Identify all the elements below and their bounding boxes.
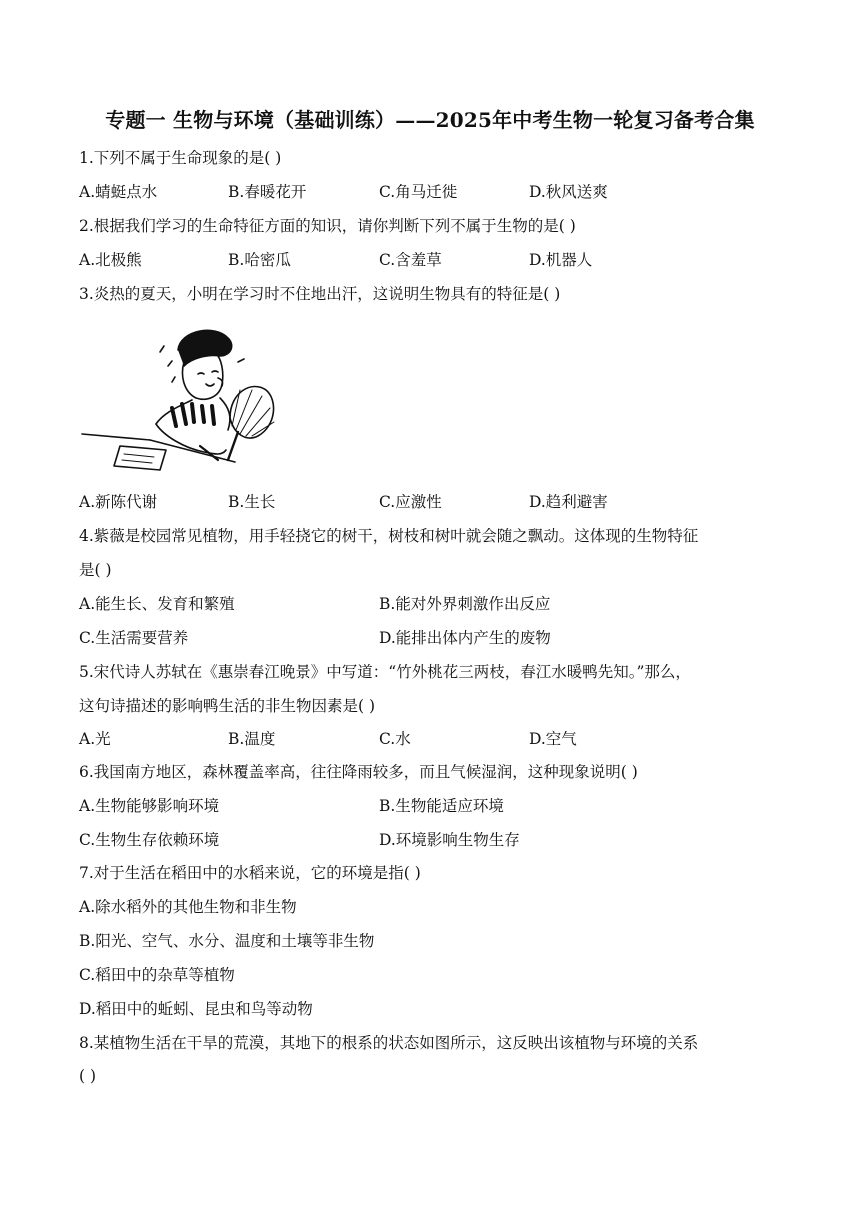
question-5-stem-line1: 5.宋代诗人苏轼在《惠崇春江晚景》中写道：“竹外桃花三两枝，春江水暖鸭先知。”那么， (79, 663, 691, 681)
q4-option-c: C.生活需要营养 (79, 629, 189, 647)
q4-option-a: A.能生长、发育和繁殖 (79, 595, 235, 613)
q6-option-b: B.生物能适应环境 (379, 797, 504, 815)
q1-option-d: D.秋风送爽 (529, 183, 608, 201)
q5-option-b: B.温度 (228, 730, 276, 748)
q4-option-d: D.能排出体内产生的废物 (379, 629, 551, 647)
q2-option-d: D.机器人 (529, 251, 593, 269)
question-8-stem-line1: 8.某植物生活在干旱的荒漠，其地下的根系的状态如图所示，这反映出该植物与环境的关系 (79, 1034, 699, 1052)
q1-option-a: A.蜻蜓点水 (79, 183, 158, 201)
q6-option-a: A.生物能够影响环境 (79, 797, 220, 815)
question-5-stem-line2: 这句诗描述的影响鸭生活的非生物因素是( ) (79, 697, 376, 715)
q5-option-c: C.水 (379, 730, 411, 748)
q7-option-b: B.阳光、空气、水分、温度和土壤等非生物 (79, 932, 375, 950)
q6-option-c: C.生物生存依赖环境 (79, 831, 220, 849)
question-8-stem-line2: ( ) (79, 1067, 97, 1085)
question-3-stem: 3.炎热的夏天，小明在学习时不住地出汗，这说明生物具有的特征是( ) (79, 285, 561, 303)
q1-option-b: B.春暖花开 (228, 183, 307, 201)
question-4-stem-line1: 4.紫薇是校园常见植物，用手轻挠它的树干，树枝和树叶就会随之飘动。这体现的生物特征 (79, 527, 699, 545)
q3-option-a: A.新陈代谢 (79, 493, 158, 511)
q2-option-b: B.哈密瓜 (228, 251, 291, 269)
sweating-boy-with-fan-illustration (80, 322, 280, 474)
q2-option-a: A.北极熊 (79, 251, 142, 269)
page-title: 专题一 生物与环境（基础训练）——2025年中考生物一轮复习备考合集 (105, 108, 755, 132)
q7-option-c: C.稻田中的杂草等植物 (79, 966, 235, 984)
question-2-stem: 2.根据我们学习的生命特征方面的知识，请你判断下列不属于生物的是( ) (79, 217, 576, 235)
q3-option-d: D.趋利避害 (529, 493, 608, 511)
q5-option-a: A.光 (79, 730, 111, 748)
q5-option-d: D.空气 (529, 730, 577, 748)
q7-option-d: D.稻田中的蚯蚓、昆虫和鸟等动物 (79, 1000, 313, 1018)
q6-option-d: D.环境影响生物生存 (379, 831, 520, 849)
question-1-stem: 1.下列不属于生命现象的是( ) (79, 149, 282, 167)
q2-option-c: C.含羞草 (379, 251, 442, 269)
q3-option-c: C.应激性 (379, 493, 442, 511)
q1-option-c: C.角马迁徙 (379, 183, 458, 201)
question-7-stem: 7.对于生活在稻田中的水稻来说，它的环境是指( ) (79, 864, 421, 882)
question-6-stem: 6.我国南方地区，森林覆盖率高，往往降雨较多，而且气候湿润，这种现象说明( ) (79, 763, 638, 781)
q4-option-b: B.能对外界刺激作出反应 (379, 595, 551, 613)
question-4-stem-line2: 是( ) (79, 561, 112, 579)
q3-option-b: B.生长 (228, 493, 276, 511)
q7-option-a: A.除水稻外的其他生物和非生物 (79, 898, 297, 916)
